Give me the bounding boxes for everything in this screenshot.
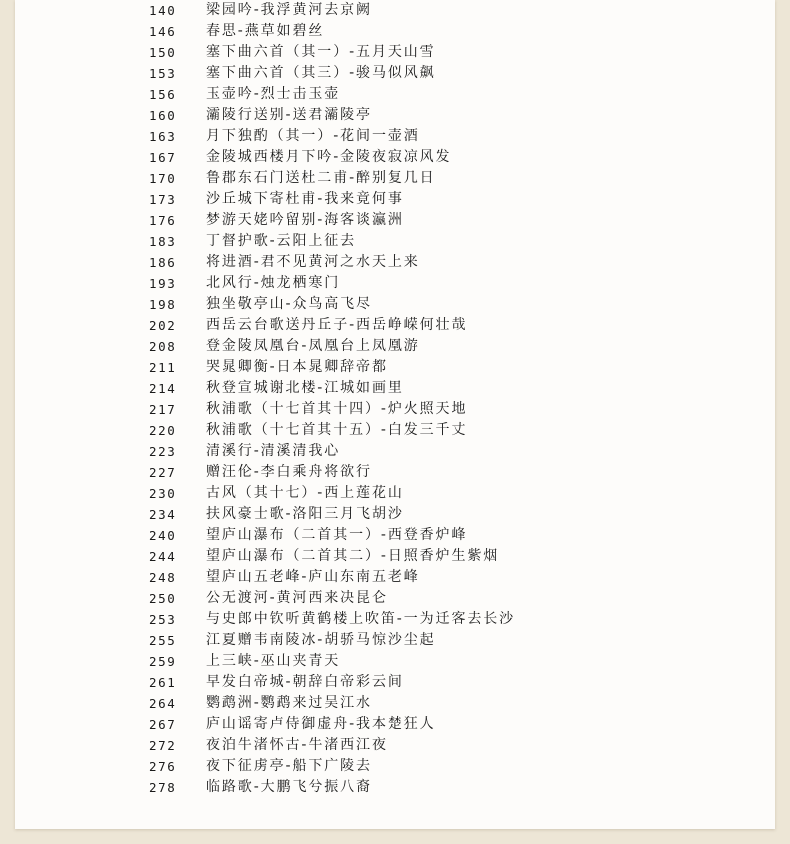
toc-entry: [15, 609, 775, 630]
toc-poem-title: 古风（其十七）-西上莲花山: [206, 485, 404, 501]
toc-page-number: 227: [149, 465, 177, 480]
toc-entry: [15, 399, 775, 420]
toc-entry: [15, 735, 775, 756]
toc-poem-title: 庐山谣寄卢侍御虚舟-我本楚狂人: [206, 716, 436, 732]
toc-entry: [15, 672, 775, 693]
toc-entry: [15, 357, 775, 378]
toc-page-number: 186: [149, 255, 177, 270]
toc-page-number: 176: [149, 213, 177, 228]
toc-poem-title: 将进酒-君不见黄河之水天上来: [206, 254, 420, 270]
toc-poem-title: 望庐山瀑布（二首其一）-西登香炉峰: [206, 527, 468, 543]
toc-entry: [15, 483, 775, 504]
toc-page-number: 150: [149, 45, 177, 60]
toc-entry: [15, 420, 775, 441]
toc-page-number: 211: [149, 360, 177, 375]
toc-entry: [15, 777, 775, 798]
toc-poem-title: 秋浦歌（十七首其十四）-炉火照天地: [206, 401, 468, 417]
toc-poem-title: 春思-燕草如碧丝: [206, 23, 325, 39]
toc-poem-title: 早发白帝城-朝辞白帝彩云间: [206, 674, 404, 690]
toc-entry: [15, 504, 775, 525]
toc-page-number: 140: [149, 3, 177, 18]
toc-page-number: 278: [149, 780, 177, 795]
toc-poem-title: 塞下曲六首（其三）-骏马似风飙: [206, 65, 436, 81]
toc-entry: [15, 378, 775, 399]
toc-poem-title: 鲁郡东石门送杜二甫-醉别复几日: [206, 170, 436, 186]
toc-poem-title: 梦游天姥吟留别-海客谈瀛洲: [206, 212, 404, 228]
toc-poem-title: 临路歌-大鹏飞兮振八裔: [206, 779, 372, 795]
toc-entry: [15, 210, 775, 231]
toc-entry: [15, 63, 775, 84]
toc-poem-title: 望庐山瀑布（二首其二）-日照香炉生紫烟: [206, 548, 500, 564]
toc-entry: [15, 651, 775, 672]
toc-poem-title: 夜泊牛渚怀古-牛渚西江夜: [206, 737, 388, 753]
toc-poem-title: 梁园吟-我浮黄河去京阙: [206, 2, 372, 18]
toc-poem-title: 金陵城西楼月下吟-金陵夜寂凉风发: [206, 149, 452, 165]
toc-entry: [15, 105, 775, 126]
toc-poem-title: 西岳云台歌送丹丘子-西岳峥嵘何壮哉: [206, 317, 468, 333]
toc-page-number: 153: [149, 66, 177, 81]
toc-entry: [15, 42, 775, 63]
toc-entry: [15, 252, 775, 273]
toc-page-number: 261: [149, 675, 177, 690]
toc-poem-title: 哭晁卿衡-日本晁卿辞帝都: [206, 359, 388, 375]
toc-page-number: 156: [149, 87, 177, 102]
toc-page-number: 183: [149, 234, 177, 249]
toc-poem-title: 玉壶吟-烈士击玉壶: [206, 86, 341, 102]
toc-poem-title: 独坐敬亭山-众鸟高飞尽: [206, 296, 372, 312]
toc-page-number: 170: [149, 171, 177, 186]
toc-entry: [15, 630, 775, 651]
toc-page-number: 264: [149, 696, 177, 711]
toc-poem-title: 清溪行-清溪清我心: [206, 443, 341, 459]
toc-entry: [15, 462, 775, 483]
page-sheet: [15, 0, 775, 829]
toc-entry: [15, 714, 775, 735]
toc-poem-title: 秋浦歌（十七首其十五）-白发三千丈: [206, 422, 468, 438]
toc-page-number: 214: [149, 381, 177, 396]
toc-page-number: 173: [149, 192, 177, 207]
toc-entry: [15, 168, 775, 189]
toc-poem-title: 与史郎中钦听黄鹤楼上吹笛-一为迁客去长沙: [206, 611, 516, 627]
toc-page-number: 267: [149, 717, 177, 732]
toc-entry: [15, 693, 775, 714]
toc-entry: [15, 336, 775, 357]
toc-poem-title: 登金陵凤凰台-凤凰台上凤凰游: [206, 338, 420, 354]
toc-poem-title: 沙丘城下寄杜甫-我来竟何事: [206, 191, 404, 207]
toc-page-number: 217: [149, 402, 177, 417]
toc-poem-title: 望庐山五老峰-庐山东南五老峰: [206, 569, 420, 585]
toc-entry: [15, 588, 775, 609]
toc-entry: [15, 84, 775, 105]
toc-page-number: 259: [149, 654, 177, 669]
toc-page-number: 272: [149, 738, 177, 753]
toc-entry: [15, 147, 775, 168]
toc-poem-title: 鹦鹉洲-鹦鹉来过吴江水: [206, 695, 372, 711]
toc-page-number: 244: [149, 549, 177, 564]
toc-poem-title: 塞下曲六首（其一）-五月天山雪: [206, 44, 436, 60]
toc-page-number: 255: [149, 633, 177, 648]
toc-poem-title: 丁督护歌-云阳上征去: [206, 233, 357, 249]
toc-entry: [15, 441, 775, 462]
toc-poem-title: 江夏赠韦南陵冰-胡骄马惊沙尘起: [206, 632, 436, 648]
toc-page-number: 198: [149, 297, 177, 312]
toc-entry: [15, 126, 775, 147]
toc-poem-title: 夜下征虏亭-船下广陵去: [206, 758, 372, 774]
toc-poem-title: 月下独酌（其一）-花间一壶酒: [206, 128, 420, 144]
toc-page-number: 248: [149, 570, 177, 585]
toc-entry: [15, 189, 775, 210]
toc-entry: [15, 525, 775, 546]
toc-page-number: 250: [149, 591, 177, 606]
toc-page-number: 146: [149, 24, 177, 39]
toc-poem-title: 北风行-烛龙栖寒门: [206, 275, 341, 291]
toc-poem-title: 上三峡-巫山夹青天: [206, 653, 341, 669]
toc-poem-title: 赠汪伦-李白乘舟将欲行: [206, 464, 372, 480]
toc-page-number: 234: [149, 507, 177, 522]
toc-entry: [15, 567, 775, 588]
toc-entry: [15, 294, 775, 315]
toc-entry: [15, 756, 775, 777]
toc-page-number: 167: [149, 150, 177, 165]
toc-entry: [15, 315, 775, 336]
toc-page-number: 202: [149, 318, 177, 333]
toc-poem-title: 秋登宣城谢北楼-江城如画里: [206, 380, 404, 396]
toc-poem-title: 扶风豪士歌-洛阳三月飞胡沙: [206, 506, 404, 522]
toc-page-number: 240: [149, 528, 177, 543]
toc-page-number: 223: [149, 444, 177, 459]
toc-poem-title: 公无渡河-黄河西来决昆仑: [206, 590, 388, 606]
toc-entry: [15, 546, 775, 567]
toc-entry: [15, 231, 775, 252]
toc-page-number: 253: [149, 612, 177, 627]
toc-entry: [15, 21, 775, 42]
toc-entry: [15, 273, 775, 294]
toc-page-number: 230: [149, 486, 177, 501]
toc-page-number: 160: [149, 108, 177, 123]
toc-page-number: 193: [149, 276, 177, 291]
toc-entry: [15, 0, 775, 21]
toc-poem-title: 灞陵行送别-送君灞陵亭: [206, 107, 372, 123]
toc-page-number: 163: [149, 129, 177, 144]
toc-page-number: 208: [149, 339, 177, 354]
toc-page-number: 220: [149, 423, 177, 438]
toc-page-number: 276: [149, 759, 177, 774]
